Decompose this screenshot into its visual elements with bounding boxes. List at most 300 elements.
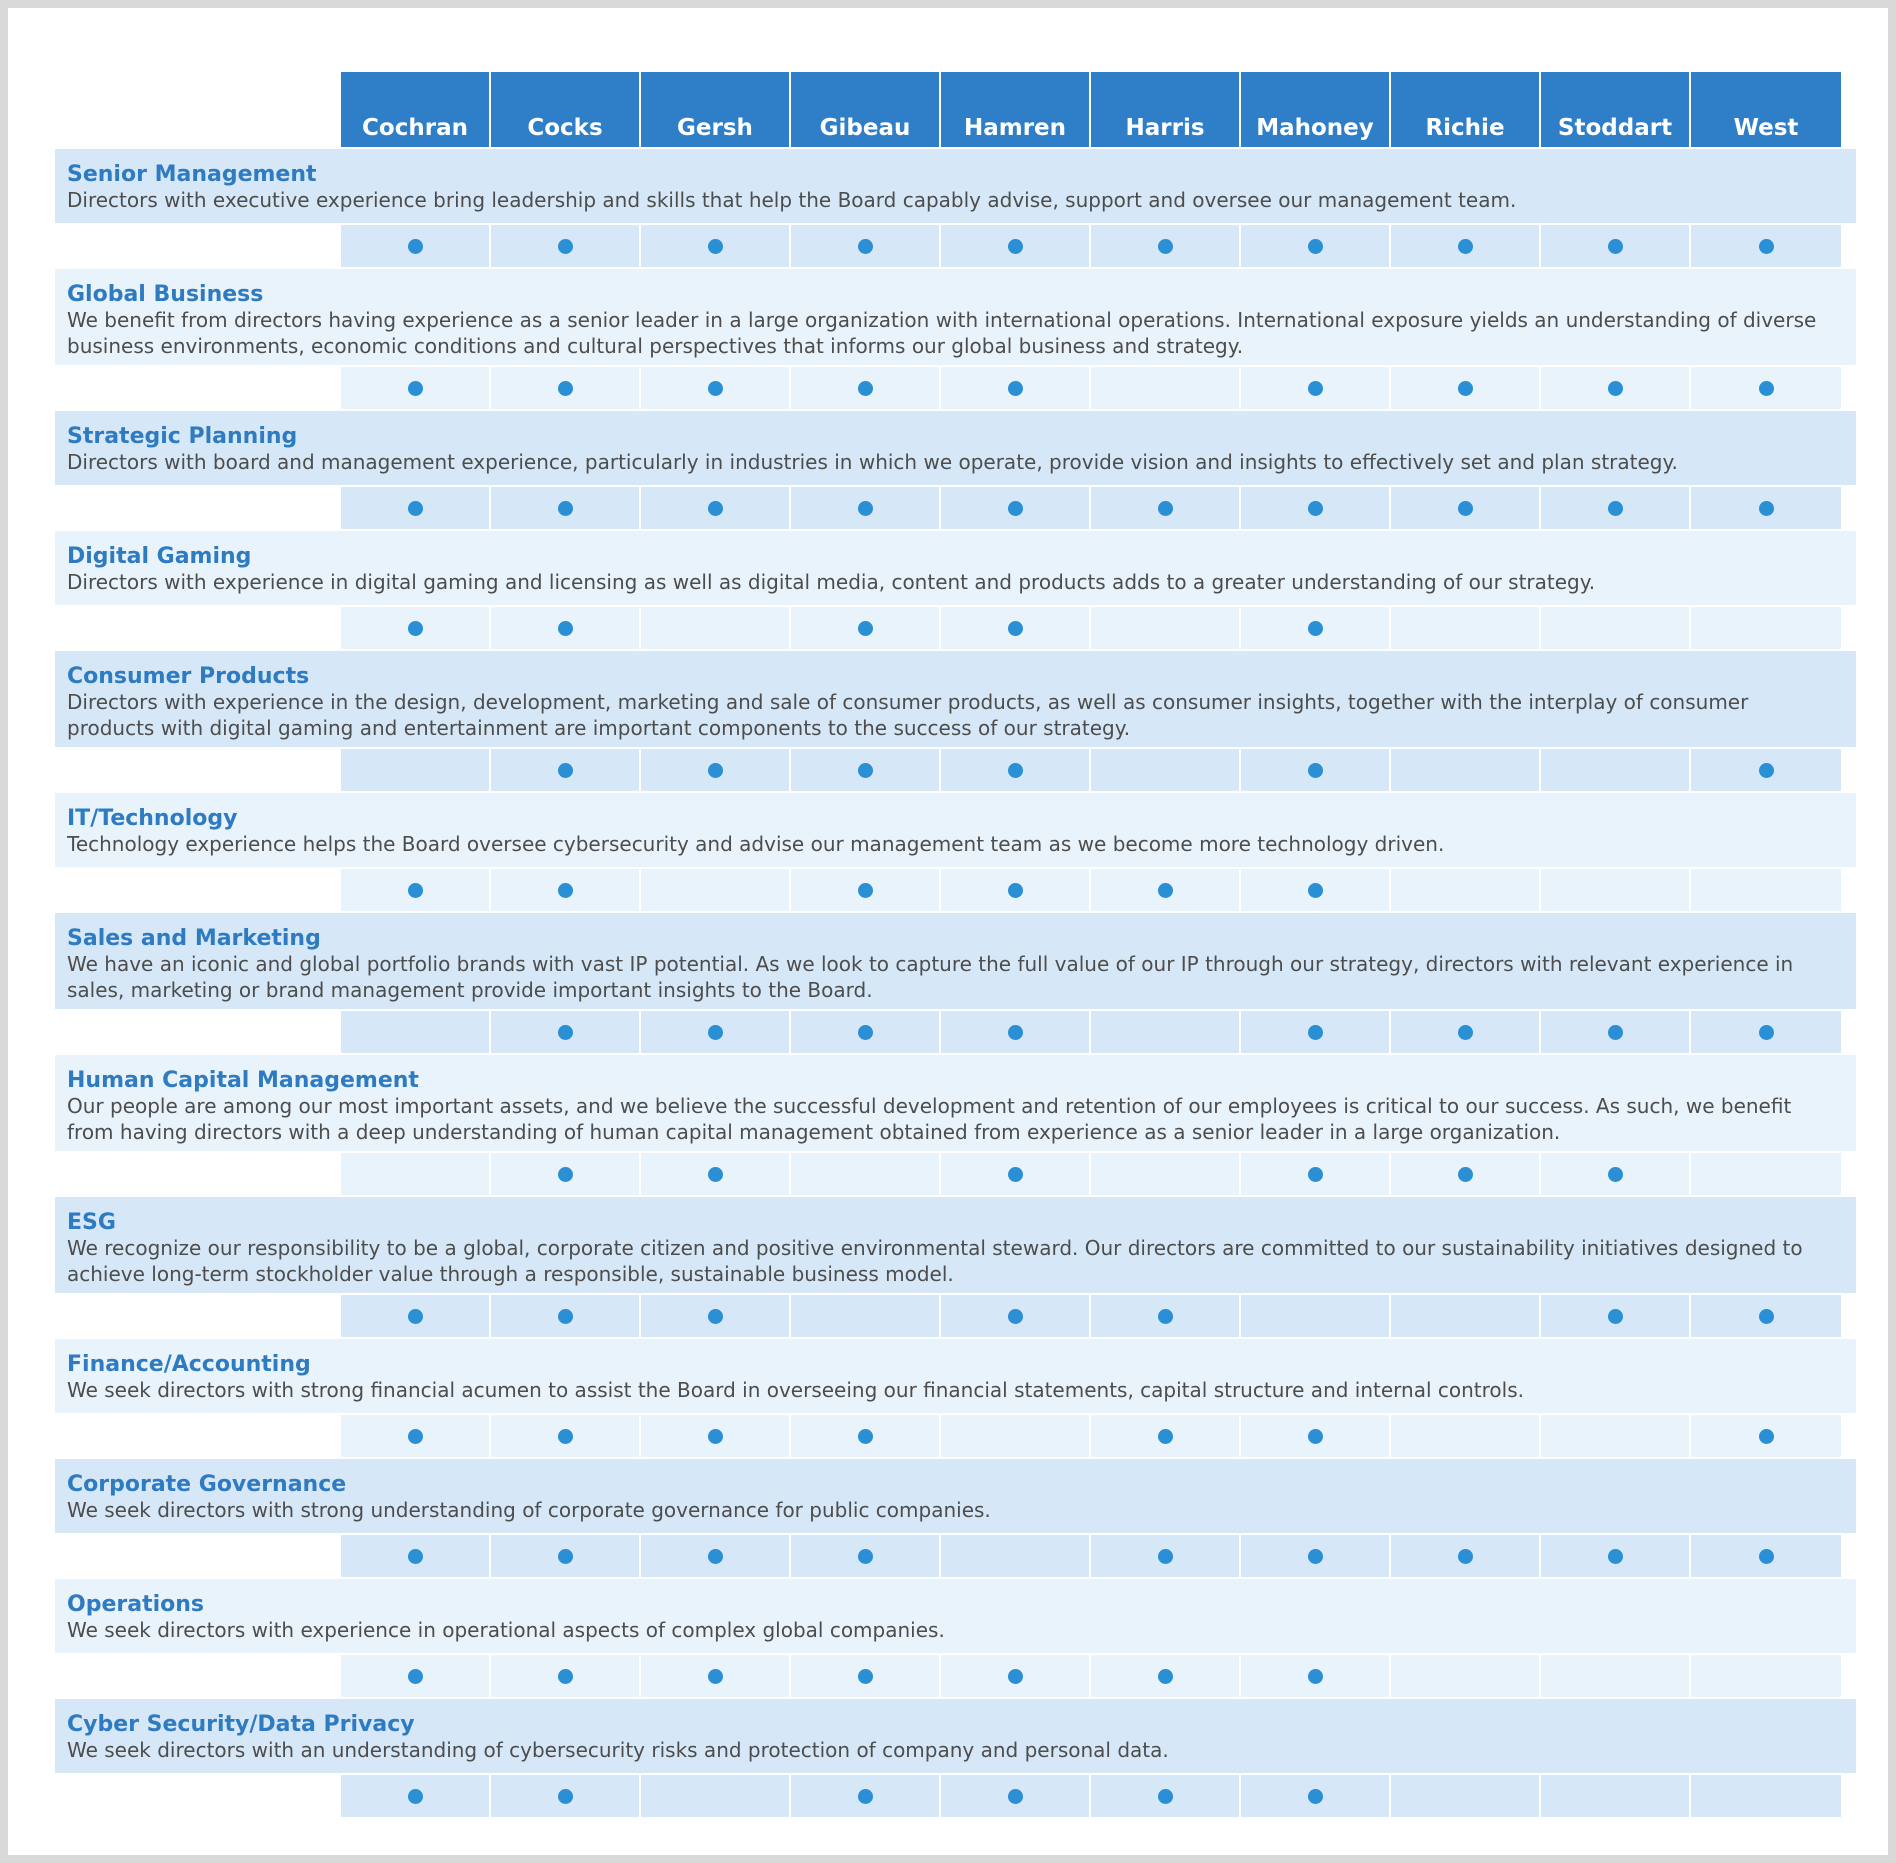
mark-cell-stoddart <box>1541 869 1691 911</box>
skill-dot-icon <box>708 1549 723 1564</box>
skill-description: We recognize our responsibility to be a global, corporate citizen and positive environmental steward. Our directors are committed to our sustainability initiatives designed to achieve long-term stockholder value through a responsible, sustainable business model. <box>67 1236 1803 1286</box>
mark-cell-gibeau <box>791 1295 941 1337</box>
mark-cell-richie <box>1391 1011 1541 1053</box>
skill-dot-icon <box>1008 239 1023 254</box>
marks-row-spacer <box>55 607 341 649</box>
mark-cell-gersh <box>641 607 791 649</box>
mark-cell-gersh <box>641 487 791 529</box>
director-name-gersh: Gersh <box>641 72 791 147</box>
marks-row-spacer <box>55 367 341 409</box>
mark-cell-hamren <box>941 487 1091 529</box>
mark-cell-gersh <box>641 225 791 267</box>
mark-cell-richie <box>1391 1295 1541 1337</box>
mark-cell-cocks <box>491 607 641 649</box>
mark-cell-harris <box>1091 1415 1241 1457</box>
mark-cell-gibeau <box>791 1655 941 1697</box>
mark-cell-west <box>1691 367 1841 409</box>
skill-dot-icon <box>408 1309 423 1324</box>
skill-marks-row <box>55 607 1856 649</box>
skill-dot-icon <box>408 1669 423 1684</box>
mark-cell-gibeau <box>791 869 941 911</box>
skill-dot-icon <box>1158 1789 1173 1804</box>
skill-row <box>55 147 1856 267</box>
skill-description-band <box>55 651 1856 747</box>
skill-title: IT/Technology <box>67 806 238 831</box>
skill-row <box>55 649 1856 791</box>
skill-description-band <box>55 1579 1856 1653</box>
skill-dot-icon <box>408 239 423 254</box>
skill-dot-icon <box>558 621 573 636</box>
director-name-gibeau: Gibeau <box>791 72 941 147</box>
skill-dot-icon <box>558 1167 573 1182</box>
skill-description-band <box>55 411 1856 485</box>
mark-cell-cocks <box>491 367 641 409</box>
skill-description: We seek directors with experience in operational aspects of complex global companies. <box>67 1618 945 1642</box>
skill-dot-icon <box>1008 1669 1023 1684</box>
skill-description: We benefit from directors having experience as a senior leader in a large organization with international operations. International exposure yields an understanding of diverse business environments, economic conditions and cultural perspectives that informs our global business and strategy. <box>67 308 1817 358</box>
skill-dot-icon <box>858 883 873 898</box>
mark-cell-mahoney <box>1241 869 1391 911</box>
skill-dot-icon <box>1008 763 1023 778</box>
skill-title: Consumer Products <box>67 664 310 689</box>
skill-dot-icon <box>558 381 573 396</box>
mark-cell-gersh <box>641 1655 791 1697</box>
skill-dot-icon <box>558 763 573 778</box>
mark-cell-west <box>1691 1295 1841 1337</box>
skill-dot-icon <box>858 1789 873 1804</box>
skill-dot-icon <box>558 1669 573 1684</box>
mark-cell-cochran <box>341 869 491 911</box>
mark-cell-hamren <box>941 1775 1091 1817</box>
mark-cell-mahoney <box>1241 1153 1391 1195</box>
mark-cell-mahoney <box>1241 607 1391 649</box>
skill-description: We have an iconic and global portfolio brands with vast IP potential. As we look to capture the full value of our IP through our strategy, directors with relevant experience in sales, marketing or brand management provide important insights to the Board. <box>67 952 1794 1002</box>
mark-cell-cochran <box>341 1011 491 1053</box>
skill-row <box>55 1195 1856 1337</box>
mark-cell-mahoney <box>1241 749 1391 791</box>
marks-row-spacer <box>55 1153 341 1195</box>
skill-dot-icon <box>408 381 423 396</box>
mark-cell-harris <box>1091 869 1241 911</box>
mark-cell-west <box>1691 607 1841 649</box>
skill-row <box>55 1457 1856 1577</box>
skill-dot-icon <box>1008 1309 1023 1324</box>
skill-dot-icon <box>558 1025 573 1040</box>
skill-row <box>55 529 1856 649</box>
skill-dot-icon <box>1608 1025 1623 1040</box>
skill-description: Directors with experience in the design, development, marketing and sale of consumer products, as well as consumer insights, together with the interplay of consumer products with digital gaming and entertainment are important components to the success of our strategy. <box>67 690 1749 740</box>
mark-cell-gersh <box>641 869 791 911</box>
skill-title: Digital Gaming <box>67 544 252 569</box>
mark-cell-richie <box>1391 749 1541 791</box>
mark-cell-stoddart <box>1541 1415 1691 1457</box>
mark-cell-stoddart <box>1541 1655 1691 1697</box>
skill-dot-icon <box>1008 621 1023 636</box>
mark-cell-cocks <box>491 1153 641 1195</box>
skill-marks-row <box>55 1655 1856 1697</box>
mark-cell-cochran <box>341 1153 491 1195</box>
mark-cell-richie <box>1391 1415 1541 1457</box>
skill-dot-icon <box>408 501 423 516</box>
skill-title: Human Capital Management <box>67 1068 419 1093</box>
mark-cell-gibeau <box>791 1011 941 1053</box>
skill-title: Corporate Governance <box>67 1472 347 1497</box>
skill-dot-icon <box>1608 1309 1623 1324</box>
director-name-harris: Harris <box>1091 72 1241 147</box>
mark-cell-cochran <box>341 607 491 649</box>
mark-cell-cocks <box>491 1655 641 1697</box>
skill-marks-row <box>55 225 1856 267</box>
mark-cell-harris <box>1091 1153 1241 1195</box>
skill-dot-icon <box>1458 501 1473 516</box>
director-name-cochran: Cochran <box>341 72 491 147</box>
skill-dot-icon <box>858 621 873 636</box>
mark-cell-mahoney <box>1241 367 1391 409</box>
mark-cell-cochran <box>341 749 491 791</box>
skill-dot-icon <box>408 621 423 636</box>
skill-dot-icon <box>1759 239 1774 254</box>
skill-dot-icon <box>558 1789 573 1804</box>
skill-dot-icon <box>558 883 573 898</box>
skill-dot-icon <box>1308 1549 1323 1564</box>
skill-row <box>55 1577 1856 1697</box>
mark-cell-gersh <box>641 367 791 409</box>
skill-dot-icon <box>1158 501 1173 516</box>
skill-dot-icon <box>1158 1669 1173 1684</box>
director-name-west: West <box>1691 72 1841 147</box>
skill-marks-row <box>55 1295 1856 1337</box>
skill-dot-icon <box>1308 1167 1323 1182</box>
skill-dot-icon <box>1608 381 1623 396</box>
mark-cell-mahoney <box>1241 1415 1391 1457</box>
mark-cell-cocks <box>491 1295 641 1337</box>
mark-cell-cocks <box>491 487 641 529</box>
skill-dot-icon <box>1759 381 1774 396</box>
mark-cell-mahoney <box>1241 1011 1391 1053</box>
skill-dot-icon <box>858 239 873 254</box>
skill-dot-icon <box>558 239 573 254</box>
mark-cell-west <box>1691 1153 1841 1195</box>
skill-title: Sales and Marketing <box>67 926 321 951</box>
skill-title: ESG <box>67 1210 116 1235</box>
mark-cell-harris <box>1091 367 1241 409</box>
skill-dot-icon <box>408 1429 423 1444</box>
skill-description-band <box>55 793 1856 867</box>
skill-dot-icon <box>1308 763 1323 778</box>
mark-cell-west <box>1691 1011 1841 1053</box>
director-name-cocks: Cocks <box>491 72 641 147</box>
mark-cell-richie <box>1391 487 1541 529</box>
skill-title: Finance/Accounting <box>67 1352 311 1377</box>
skill-dot-icon <box>708 1167 723 1182</box>
header-corner <box>55 72 341 147</box>
mark-cell-west <box>1691 749 1841 791</box>
mark-cell-west <box>1691 1655 1841 1697</box>
mark-cell-cochran <box>341 225 491 267</box>
skill-marks-row <box>55 1535 1856 1577</box>
mark-cell-cochran <box>341 1775 491 1817</box>
skill-dot-icon <box>1008 1789 1023 1804</box>
skill-row <box>55 1697 1856 1817</box>
skill-dot-icon <box>708 763 723 778</box>
skill-dot-icon <box>1158 883 1173 898</box>
skill-description: We seek directors with an understanding of cybersecurity risks and protection of company and personal data. <box>67 1738 1169 1762</box>
mark-cell-stoddart <box>1541 1011 1691 1053</box>
skill-dot-icon <box>1308 1025 1323 1040</box>
mark-cell-hamren <box>941 1415 1091 1457</box>
mark-cell-richie <box>1391 367 1541 409</box>
mark-cell-cocks <box>491 1535 641 1577</box>
mark-cell-cocks <box>491 1775 641 1817</box>
skill-description-band <box>55 149 1856 223</box>
skill-dot-icon <box>558 1429 573 1444</box>
mark-cell-hamren <box>941 1655 1091 1697</box>
mark-cell-cochran <box>341 1655 491 1697</box>
skill-dot-icon <box>1308 1789 1323 1804</box>
skill-dot-icon <box>1158 1549 1173 1564</box>
mark-cell-cocks <box>491 749 641 791</box>
mark-cell-mahoney <box>1241 1295 1391 1337</box>
skill-dot-icon <box>1308 883 1323 898</box>
mark-cell-hamren <box>941 749 1091 791</box>
mark-cell-gibeau <box>791 1415 941 1457</box>
marks-row-spacer <box>55 1655 341 1697</box>
marks-row-spacer <box>55 487 341 529</box>
skill-row <box>55 791 1856 911</box>
skill-description-band <box>55 269 1856 365</box>
skill-dot-icon <box>1759 501 1774 516</box>
skill-row <box>55 911 1856 1053</box>
skill-dot-icon <box>408 1789 423 1804</box>
director-header-row <box>55 72 1856 147</box>
marks-row-spacer <box>55 1415 341 1457</box>
mark-cell-gersh <box>641 1775 791 1817</box>
skill-marks-row <box>55 487 1856 529</box>
mark-cell-west <box>1691 1535 1841 1577</box>
skill-dot-icon <box>858 1429 873 1444</box>
skill-description: Directors with experience in digital gaming and licensing as well as digital media, content and products adds to a greater understanding of our strategy. <box>67 570 1596 594</box>
mark-cell-cochran <box>341 487 491 529</box>
skill-marks-row <box>55 869 1856 911</box>
mark-cell-harris <box>1091 1011 1241 1053</box>
skill-dot-icon <box>1158 239 1173 254</box>
mark-cell-cocks <box>491 1011 641 1053</box>
marks-row-spacer <box>55 749 341 791</box>
mark-cell-stoddart <box>1541 1295 1691 1337</box>
skill-row <box>55 267 1856 409</box>
skill-dot-icon <box>858 763 873 778</box>
skill-title: Cyber Security/Data Privacy <box>67 1712 415 1737</box>
mark-cell-richie <box>1391 1655 1541 1697</box>
skill-dot-icon <box>708 1669 723 1684</box>
skill-dot-icon <box>1458 1167 1473 1182</box>
marks-row-spacer <box>55 1011 341 1053</box>
mark-cell-harris <box>1091 1295 1241 1337</box>
skill-row <box>55 409 1856 529</box>
mark-cell-gibeau <box>791 367 941 409</box>
mark-cell-hamren <box>941 1153 1091 1195</box>
mark-cell-stoddart <box>1541 367 1691 409</box>
skill-marks-row <box>55 1153 1856 1195</box>
mark-cell-stoddart <box>1541 1153 1691 1195</box>
skill-description: Our people are among our most important assets, and we believe the successful development and retention of our employees is critical to our success. As such, we benefit from having directors with a deep understanding of human capital management obtained from experience as a senior leader in a large organization. <box>67 1094 1792 1144</box>
skill-dot-icon <box>558 1309 573 1324</box>
mark-cell-gibeau <box>791 1153 941 1195</box>
mark-cell-west <box>1691 487 1841 529</box>
mark-cell-cochran <box>341 1295 491 1337</box>
mark-cell-stoddart <box>1541 1775 1691 1817</box>
skill-title: Strategic Planning <box>67 424 298 449</box>
skill-dot-icon <box>1308 621 1323 636</box>
skill-dot-icon <box>1308 1669 1323 1684</box>
skill-dot-icon <box>708 1429 723 1444</box>
skill-title: Operations <box>67 1592 204 1617</box>
skill-description-band <box>55 1699 1856 1773</box>
mark-cell-mahoney <box>1241 1535 1391 1577</box>
skill-description-band <box>55 913 1856 1009</box>
skill-marks-row <box>55 749 1856 791</box>
mark-cell-stoddart <box>1541 607 1691 649</box>
mark-cell-west <box>1691 225 1841 267</box>
skill-marks-row <box>55 1415 1856 1457</box>
mark-cell-west <box>1691 1775 1841 1817</box>
marks-row-spacer <box>55 1535 341 1577</box>
mark-cell-gersh <box>641 749 791 791</box>
skill-description-band <box>55 1459 1856 1533</box>
skill-title: Senior Management <box>67 162 317 187</box>
skill-dot-icon <box>1608 239 1623 254</box>
mark-cell-gibeau <box>791 749 941 791</box>
mark-cell-stoddart <box>1541 225 1691 267</box>
skill-dot-icon <box>1608 501 1623 516</box>
mark-cell-gibeau <box>791 1535 941 1577</box>
skill-dot-icon <box>858 1549 873 1564</box>
director-name-richie: Richie <box>1391 72 1541 147</box>
skill-dot-icon <box>708 501 723 516</box>
skill-dot-icon <box>1008 883 1023 898</box>
mark-cell-cocks <box>491 869 641 911</box>
skill-description-band <box>55 1055 1856 1151</box>
skill-description-band <box>55 1197 1856 1293</box>
skill-dot-icon <box>708 1309 723 1324</box>
skill-dot-icon <box>1158 1309 1173 1324</box>
mark-cell-richie <box>1391 869 1541 911</box>
skill-dot-icon <box>1008 381 1023 396</box>
marks-row-spacer <box>55 225 341 267</box>
mark-cell-harris <box>1091 225 1241 267</box>
marks-row-spacer <box>55 1775 341 1817</box>
mark-cell-hamren <box>941 607 1091 649</box>
mark-cell-gibeau <box>791 225 941 267</box>
skill-dot-icon <box>1608 1549 1623 1564</box>
skill-dot-icon <box>858 381 873 396</box>
skill-row <box>55 1053 1856 1195</box>
mark-cell-gersh <box>641 1535 791 1577</box>
skill-dot-icon <box>858 1025 873 1040</box>
skill-dot-icon <box>1759 1429 1774 1444</box>
director-name-stoddart: Stoddart <box>1541 72 1691 147</box>
mark-cell-richie <box>1391 1535 1541 1577</box>
director-name-hamren: Hamren <box>941 72 1091 147</box>
skill-dot-icon <box>1308 1429 1323 1444</box>
skill-dot-icon <box>1759 763 1774 778</box>
skill-dot-icon <box>1458 239 1473 254</box>
skill-dot-icon <box>1458 1549 1473 1564</box>
mark-cell-hamren <box>941 1011 1091 1053</box>
skill-description: We seek directors with strong financial acumen to assist the Board in overseeing our financial statements, capital structure and internal controls. <box>67 1378 1524 1402</box>
skill-dot-icon <box>858 501 873 516</box>
skill-description-band <box>55 1339 1856 1413</box>
skill-description: Technology experience helps the Board oversee cybersecurity and advise our management team as we become more technology driven. <box>67 832 1445 856</box>
mark-cell-harris <box>1091 607 1241 649</box>
mark-cell-gibeau <box>791 1775 941 1817</box>
mark-cell-richie <box>1391 225 1541 267</box>
mark-cell-hamren <box>941 367 1091 409</box>
mark-cell-gersh <box>641 1415 791 1457</box>
mark-cell-stoddart <box>1541 749 1691 791</box>
mark-cell-richie <box>1391 1153 1541 1195</box>
director-skills-matrix <box>55 72 1856 1817</box>
mark-cell-mahoney <box>1241 487 1391 529</box>
skill-description-band <box>55 531 1856 605</box>
mark-cell-stoddart <box>1541 487 1691 529</box>
skill-dot-icon <box>1158 1429 1173 1444</box>
skill-dot-icon <box>1759 1309 1774 1324</box>
mark-cell-harris <box>1091 1535 1241 1577</box>
mark-cell-harris <box>1091 749 1241 791</box>
mark-cell-stoddart <box>1541 1535 1691 1577</box>
mark-cell-gersh <box>641 1011 791 1053</box>
skill-dot-icon <box>1458 381 1473 396</box>
mark-cell-hamren <box>941 869 1091 911</box>
skill-dot-icon <box>408 1549 423 1564</box>
skills-list <box>55 147 1856 1817</box>
skill-dot-icon <box>1308 501 1323 516</box>
skill-dot-icon <box>1308 239 1323 254</box>
skill-dot-icon <box>1008 501 1023 516</box>
mark-cell-gibeau <box>791 487 941 529</box>
mark-cell-gersh <box>641 1153 791 1195</box>
skill-marks-row <box>55 367 1856 409</box>
skill-row <box>55 1337 1856 1457</box>
mark-cell-harris <box>1091 1775 1241 1817</box>
mark-cell-mahoney <box>1241 1775 1391 1817</box>
skill-dot-icon <box>1759 1025 1774 1040</box>
mark-cell-hamren <box>941 1535 1091 1577</box>
mark-cell-mahoney <box>1241 1655 1391 1697</box>
mark-cell-mahoney <box>1241 225 1391 267</box>
mark-cell-gersh <box>641 1295 791 1337</box>
skill-description: We seek directors with strong understanding of corporate governance for public companies. <box>67 1498 991 1522</box>
mark-cell-gibeau <box>791 607 941 649</box>
skill-dot-icon <box>708 239 723 254</box>
skill-dot-icon <box>1608 1167 1623 1182</box>
skill-dot-icon <box>1008 1025 1023 1040</box>
mark-cell-west <box>1691 1415 1841 1457</box>
skill-title: Global Business <box>67 282 264 307</box>
skill-dot-icon <box>558 1549 573 1564</box>
mark-cell-cochran <box>341 367 491 409</box>
mark-cell-hamren <box>941 225 1091 267</box>
mark-cell-hamren <box>941 1295 1091 1337</box>
skill-marks-row <box>55 1011 1856 1053</box>
director-name-mahoney: Mahoney <box>1241 72 1391 147</box>
mark-cell-richie <box>1391 607 1541 649</box>
skill-dot-icon <box>1308 381 1323 396</box>
skill-dot-icon <box>1759 1549 1774 1564</box>
skill-dot-icon <box>558 501 573 516</box>
mark-cell-harris <box>1091 487 1241 529</box>
